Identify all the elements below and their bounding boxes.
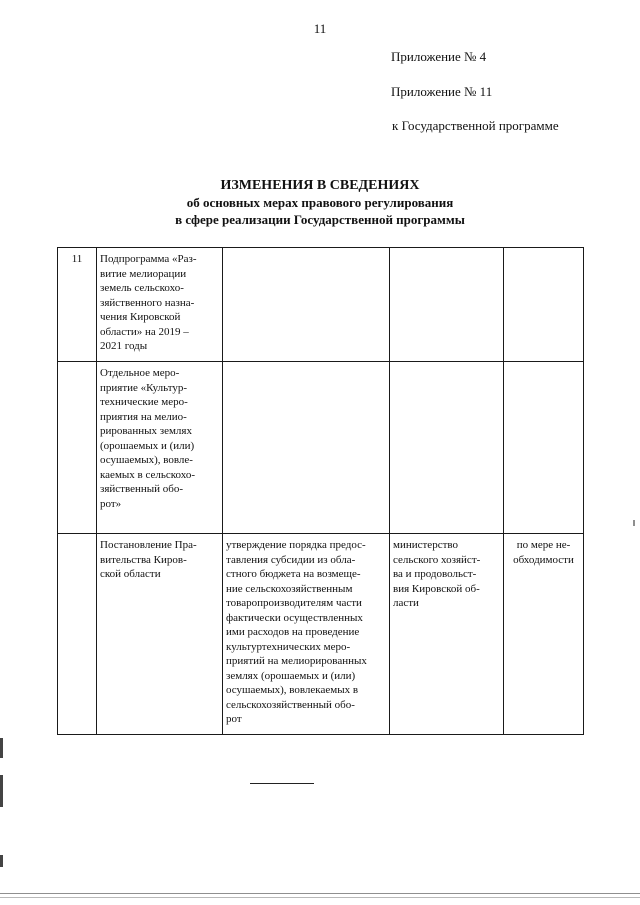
document-title (0, 177, 640, 228)
cell-term (504, 362, 584, 534)
cell-num: 11 (58, 248, 97, 362)
cell-num (58, 534, 97, 735)
title-line-2: об основных мерах правового регулирования (186, 195, 454, 210)
scan-edge-line (0, 897, 640, 898)
closing-line (250, 783, 314, 784)
cell-term (504, 248, 584, 362)
scan-mark (633, 520, 635, 526)
cell-name: Подпрограмма «Раз- витие мелиорации земель сельскохо- зяйственного назна- чения Кировской области» на 2019 – 2021 годы (97, 248, 223, 362)
cell-executor: министерство сельского хозяйст- ва и продовольст- вия Кировской об- ласти (390, 534, 504, 735)
table-row (58, 534, 584, 735)
cell-content (223, 248, 390, 362)
annex-line-2: Приложение № 11 (391, 84, 493, 99)
scan-edge-line (0, 893, 640, 894)
cell-name: Отдельное меро- приятие «Культур- технические меро- приятия на мелио- рированных землях (орошаемых и (или) осушаемых), вовле- каемых в сельскохо- зяйственный обо- рот» (97, 362, 223, 534)
cell-name: Постановление Пра- вительства Киров- ской области (97, 534, 223, 735)
title-line-1: ИЗМЕНЕНИЯ В СВЕДЕНИЯХ (220, 178, 420, 193)
table-row (58, 248, 584, 362)
cell-executor (390, 248, 504, 362)
annex-line-3: к Государственной программе (392, 118, 559, 133)
cell-content (223, 362, 390, 534)
annex-line-1: Приложение № 4 (391, 49, 487, 64)
scan-mark (0, 738, 3, 758)
cell-content: утверждение порядка предос- тавления субсидии из обла- стного бюджета на возмеще- ние сельскохозяйственным товаропроизводителям части фактически осуществленных ими расходов на проведение культуртехнических меро- приятий на мелиорированных землях (орошаемых и (или) осушаемых), вовлекаемых в сельскохозяйственный обо- рот (223, 534, 390, 735)
cell-term: по мере не- обходимости (504, 534, 584, 735)
title-line-3: в сфере реализации Государственной программы (175, 212, 465, 227)
cell-num (58, 362, 97, 534)
page-number: 11 (313, 21, 327, 36)
scan-mark (0, 775, 3, 807)
cell-executor (390, 362, 504, 534)
measures-table (57, 247, 584, 735)
scan-mark (0, 855, 3, 867)
table-row (58, 362, 584, 534)
